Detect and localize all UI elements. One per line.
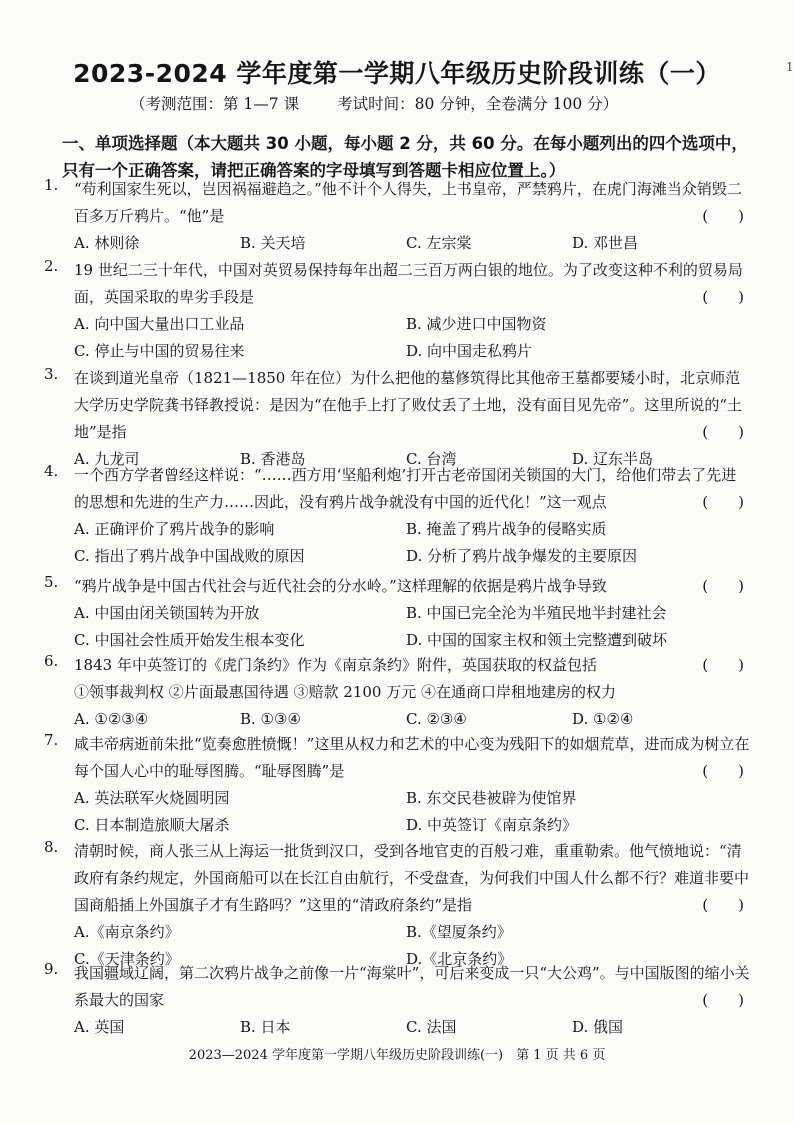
question-number: 5.: [44, 573, 59, 591]
exam-title: 2023-2024 学年度第一学期八年级历史阶段训练（一）: [73, 59, 721, 88]
question-9: [44, 960, 750, 1041]
edge-mark: 1: [786, 60, 794, 74]
option-a: A. 英法联军火烧圆明园: [74, 789, 230, 807]
option-a: A. ①②③④: [74, 710, 149, 728]
question-extra: ①领事裁判权 ②片面最惠国待遇 ③赔款 2100 万元 ④在通商口岸租地建房的权力: [74, 683, 617, 701]
option-b: B. 日本: [240, 1018, 291, 1036]
option-d: D. 邓世昌: [572, 234, 639, 252]
option-a: A. 向中国大量出口工业品: [74, 315, 245, 333]
option-d: D. 辽东半岛: [572, 450, 654, 468]
option-a: A. 正确评价了鸦片战争的影响: [74, 520, 275, 538]
option-c: C. 停止与中国的贸易往来: [74, 342, 245, 360]
option-b: B.《望厦条约》: [406, 923, 512, 941]
option-a: A. 林则徐: [74, 234, 140, 252]
options: [74, 230, 750, 257]
question-stem: 1843 年中英签订的《虎门条约》作为《南京条约》附件，英国获取的权益包括 ( ): [74, 652, 750, 679]
question-stem: 我国疆域辽阔，第二次鸦片战争之前像一片“海棠叶”，可后来变成一只“大公鸡”。与中国版图的缩小关系最大的国家 ( ): [74, 960, 750, 1014]
option-c: C. 指出了鸦片战争中国战败的原因: [74, 547, 305, 565]
options: [74, 516, 750, 570]
question-1: [44, 176, 750, 257]
option-a: A. 英国: [74, 1018, 125, 1036]
option-c: C. 法国: [406, 1018, 457, 1036]
question-7: [44, 731, 750, 839]
option-d: D. ①②④: [572, 710, 634, 728]
options: [74, 311, 750, 365]
option-d: D.《北京条约》: [406, 950, 513, 968]
question-6: [44, 652, 750, 733]
option-c: C. 日本制造旅顺大屠杀: [74, 816, 230, 834]
option-b: B. 掩盖了鸦片战争的侵略实质: [406, 520, 607, 538]
question-2: [44, 257, 750, 365]
answer-paren: ( ): [702, 896, 744, 914]
option-c: C. ②③④: [406, 710, 467, 728]
question-5: [44, 573, 750, 654]
option-c: C.《天津条约》: [74, 950, 180, 968]
question-number: 8.: [44, 838, 59, 856]
answer-paren: ( ): [702, 493, 744, 511]
option-b: B. 关天培: [240, 234, 306, 252]
question-stem: 一个西方学者曾经这样说：“……西方用‘坚船利炮’打开古老帝国闭关锁国的大门，给他们带去了先进的思想和先进的生产力……因此，没有鸦片战争就没有中国的近代化！”这一观点 ( ): [74, 462, 750, 516]
option-d: D. 中英签订《南京条约》: [406, 816, 578, 834]
question-number: 7.: [44, 731, 59, 749]
options: [74, 706, 750, 733]
option-a: A. 九龙司: [74, 450, 140, 468]
option-c: C. 台湾: [406, 450, 457, 468]
option-d: D. 分析了鸦片战争爆发的主要原因: [406, 547, 638, 565]
page-footer: 2023—2024 学年度第一学期八年级历史阶段训练(一) 第 1 页 共 6 页: [188, 1048, 606, 1063]
question-3: [44, 365, 750, 473]
option-d: D. 向中国走私鸦片: [406, 342, 533, 360]
exam-scope: （考测范围：第 1—7 课: [130, 95, 300, 113]
question-stem: 在谈到道光皇帝（1821—1850 年在位）为什么把他的墓修筑得比其他帝王墓都要矮小时，北京师范大学历史学院龚书铎教授说：是因为“在他手上打了败仗丢了土地，没有面目见先帝”。这里所说的“土地”是指 ( ): [74, 365, 750, 446]
option-b: B. 东交民巷被辟为使馆界: [406, 789, 577, 807]
exam-time-score: 考试时间：80 分钟，全卷满分 100 分）: [337, 95, 619, 113]
answer-paren: ( ): [702, 577, 744, 595]
answer-paren: ( ): [702, 762, 744, 780]
option-d: D. 中国的国家主权和领土完整遭到破坏: [406, 631, 668, 649]
question-4: [44, 462, 750, 570]
option-a: A.《南京条约》: [74, 923, 180, 941]
question-number: 4.: [44, 462, 59, 480]
options: [74, 1014, 750, 1041]
answer-paren: ( ): [702, 288, 744, 306]
option-d: D. 俄国: [572, 1018, 624, 1036]
question-number: 9.: [44, 960, 59, 978]
question-stem: 清朝时候，商人张三从上海运一批货到汉口，受到各地官吏的百般刁难，重重勒索。他气愤地说：“清政府有条约规定，外国商船可以在长江自由航行，不受盘查，为何我们中国人什么都不行？难道非要中国商船插上外国旗子才有生路吗？”这里的“清政府条约”是指 ( ): [74, 838, 750, 919]
answer-paren: ( ): [702, 656, 744, 674]
answer-paren: ( ): [702, 207, 744, 225]
option-b: B. 香港岛: [240, 450, 306, 468]
question-number: 6.: [44, 652, 59, 670]
option-b: B. 减少进口中国物资: [406, 315, 547, 333]
question-stem: 咸丰帝病逝前朱批“览奏愈胜愤慨！”这里从权力和艺术的中心变为残阳下的如烟荒草，进而成为树立在每个国人心中的耻辱图腾。“耻辱图腾”是 ( ): [74, 731, 750, 785]
option-a: A. 中国由闭关锁国转为开放: [74, 604, 260, 622]
question-stem: “苟利国家生死以，岂因祸福避趋之。”他不计个人得失，上书皇帝，严禁鸦片，在虎门海滩当众销毁二百多万斤鸦片。“他”是 ( ): [74, 176, 750, 230]
question-number: 2.: [44, 257, 59, 275]
options: [74, 600, 750, 654]
exam-info: [130, 92, 618, 114]
options: [74, 785, 750, 839]
question-number: 3.: [44, 365, 59, 383]
question-number: 1.: [44, 176, 59, 194]
option-b: B. 中国已完全沦为半殖民地半封建社会: [406, 604, 667, 622]
option-c: C. 左宗棠: [406, 234, 472, 252]
question-8: [44, 838, 750, 973]
option-b: B. ①③④: [240, 710, 301, 728]
option-c: C. 中国社会性质开始发生根本变化: [74, 631, 305, 649]
answer-paren: ( ): [702, 423, 744, 441]
question-stem: 19 世纪二三十年代，中国对英贸易保持每年出超二三百万两白银的地位。为了改变这种不利的贸易局面，英国采取的卑劣手段是 ( ): [74, 257, 750, 311]
answer-paren: ( ): [702, 991, 744, 1009]
question-stem: “鸦片战争是中国古代社会与近代社会的分水岭。”这样理解的依据是鸦片战争导致 ( ): [74, 573, 750, 600]
section-heading: 一、单项选择题（本大题共 30 小题，每小题 2 分，共 60 分。在每小题列出的四个选项中，只有一个正确答案，请把正确答案的字母填写到答题卡相应位置上。）: [62, 134, 748, 180]
